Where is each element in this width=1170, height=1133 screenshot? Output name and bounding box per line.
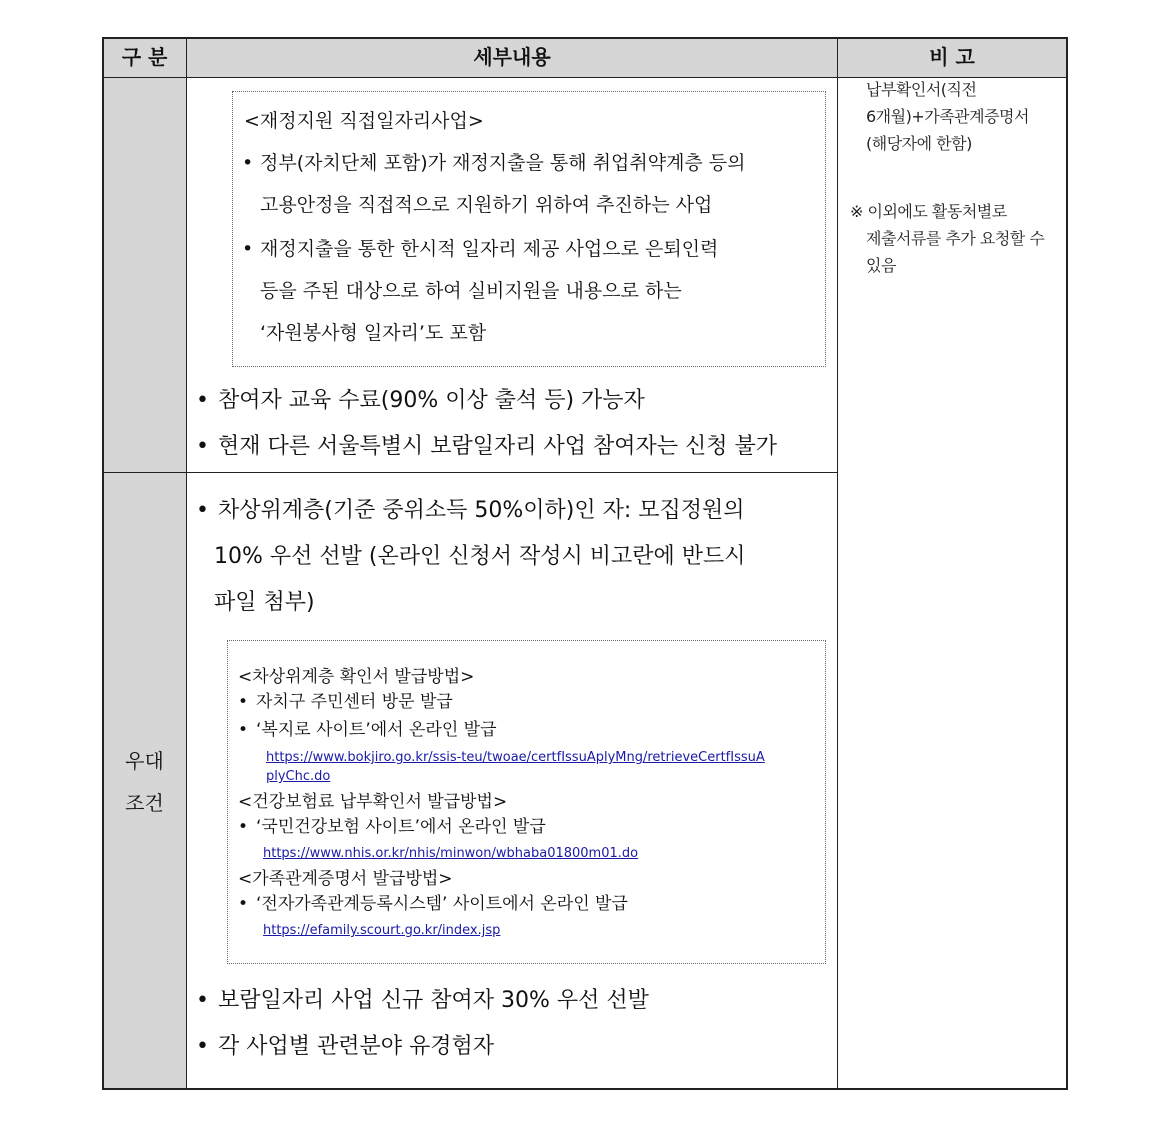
- category-column-bg: [103, 38, 187, 1089]
- direct-job-item-2-line3: ‘자원봉사형 일자리’도 포함: [260, 322, 487, 344]
- direct-job-item-1: • 정부(자치단체 포함)가 재정지출을 통해 취업취약계층 등의 고용안정을 직접적으로 지원하기 위하여 추진하는 사업: [242, 142, 817, 226]
- eligibility-bullet-2-text: 현재 다른 서울특별시 보람일자리 사업 참여자는 신청 불가: [218, 434, 778, 459]
- remarks-note-line-3: 있음: [866, 256, 896, 275]
- direct-job-item-2-line2: 등을 주된 대상으로 하여 실비지원을 내용으로 하는: [260, 280, 682, 302]
- health-insurance-cert-title: <건강보험료 납부확인서 발급방법>: [238, 792, 508, 812]
- direct-job-item-2: • 재정지출을 통한 한시적 일자리 제공 사업으로 은퇴인력 등을 주된 대상으로 하여 실비지원을 내용으로 하는 ‘자원봉사형 일자리’도 포함: [242, 228, 817, 354]
- remarks-note-line-1: ※ 이외에도 활동처별로: [850, 202, 1007, 221]
- preference-label: [103, 740, 186, 824]
- family-relation-cert-title: <가족관계증명서 발급방법>: [238, 869, 453, 889]
- preference-label-line1: 우대: [125, 749, 164, 773]
- preference-bullet-2: • 보람일자리 사업 신규 참여자 30% 우선 선발: [196, 978, 649, 1024]
- remarks-line-2: 6개월)+가족관계증명서: [866, 107, 1029, 126]
- preference-bullet-1-line2: 10% 우선 선발 (온라인 신청서 작성시 비고란에 반드시: [214, 544, 746, 569]
- preference-bullet-3-text: 각 사업별 관련분야 유경험자: [218, 1034, 495, 1059]
- header-category: 구 분: [121, 45, 168, 69]
- health-insurance-cert-item-1-text: ‘국민건강보험 사이트’에서 온라인 발급: [256, 817, 546, 837]
- header-details: 세부내용: [473, 45, 551, 69]
- near-poverty-cert-item-1-text: 자치구 주민센터 방문 발급: [256, 692, 453, 712]
- eligibility-bullet-1-text: 참여자 교육 수료(90% 이상 출석 등) 가능자: [218, 388, 645, 413]
- nhis-link[interactable]: https://www.nhis.or.kr/nhis/minwon/wbhaba01800m01.do: [263, 846, 639, 861]
- preference-bullet-1-line3: 파일 첨부): [214, 590, 315, 615]
- remarks-note-line-2: 제출서류를 추가 요청할 수: [866, 229, 1045, 248]
- eligibility-bullet-1: • 참여자 교육 수료(90% 이상 출석 등) 가능자: [196, 378, 645, 424]
- preference-bullet-3: • 각 사업별 관련분야 유경험자: [196, 1024, 494, 1070]
- row-divider: [102, 472, 838, 473]
- table-border-bottom: [102, 1088, 1068, 1090]
- preference-bullet-2-text: 보람일자리 사업 신규 참여자 30% 우선 선발: [218, 988, 649, 1013]
- direct-job-item-1-line1: 정부(자치단체 포함)가 재정지출을 통해 취업취약계층 등의: [260, 152, 746, 174]
- column-divider-2: [837, 37, 838, 1090]
- near-poverty-cert-item-2: • ‘복지로 사이트’에서 온라인 발급: [238, 717, 497, 743]
- remarks-documents: [866, 76, 1029, 157]
- remarks-line-3: (해당자에 한함): [866, 134, 972, 153]
- health-insurance-cert-item-1: • ‘국민건강보험 사이트’에서 온라인 발급: [238, 814, 546, 840]
- near-poverty-cert-title: <차상위계층 확인서 발급방법>: [238, 667, 475, 687]
- direct-job-item-1-line2: 고용안정을 직접적으로 지원하기 위하여 추진하는 사업: [260, 194, 713, 216]
- direct-job-box-title: <재정지원 직접일자리사업>: [244, 110, 484, 132]
- eligibility-bullet-2: • 현재 다른 서울특별시 보람일자리 사업 참여자는 신청 불가: [196, 424, 777, 470]
- direct-job-item-2-line1: 재정지출을 통한 한시적 일자리 제공 사업으로 은퇴인력: [260, 238, 719, 260]
- table-border-right: [1066, 37, 1068, 1090]
- preference-bullet-1: • 차상위계층(기준 중위소득 50%이하)인 자: 모집정원의 10% 우선 선발 (온라인 신청서 작성시 비고란에 반드시 파일 첨부): [196, 488, 745, 626]
- family-relation-cert-item-1-text: ‘전자가족관계등록시스템’ 사이트에서 온라인 발급: [256, 894, 628, 914]
- column-divider-1: [186, 37, 187, 1090]
- bokjiro-link-line2[interactable]: plyChc.do: [266, 769, 331, 784]
- remarks-line-1: 납부확인서(직전: [866, 80, 977, 99]
- table-border-left: [102, 37, 104, 1090]
- efamily-link[interactable]: https://efamily.scourt.go.kr/index.jsp: [263, 923, 501, 938]
- bokjiro-link-line1[interactable]: https://www.bokjiro.go.kr/ssis-teu/twoae/certfIssuAplyMng/retrieveCertfIssuA: [266, 750, 765, 765]
- family-relation-cert-item-1: • ‘전자가족관계등록시스템’ 사이트에서 온라인 발급: [238, 891, 628, 917]
- header-remarks: 비 고: [929, 45, 975, 69]
- near-poverty-cert-item-1: • 자치구 주민센터 방문 발급: [238, 689, 453, 715]
- preference-label-line2: 조건: [125, 791, 164, 815]
- near-poverty-cert-item-2-text: ‘복지로 사이트’에서 온라인 발급: [256, 720, 497, 740]
- remarks-note: [850, 198, 1044, 279]
- preference-bullet-1-line1: 차상위계층(기준 중위소득 50%이하)인 자: 모집정원의: [218, 498, 745, 523]
